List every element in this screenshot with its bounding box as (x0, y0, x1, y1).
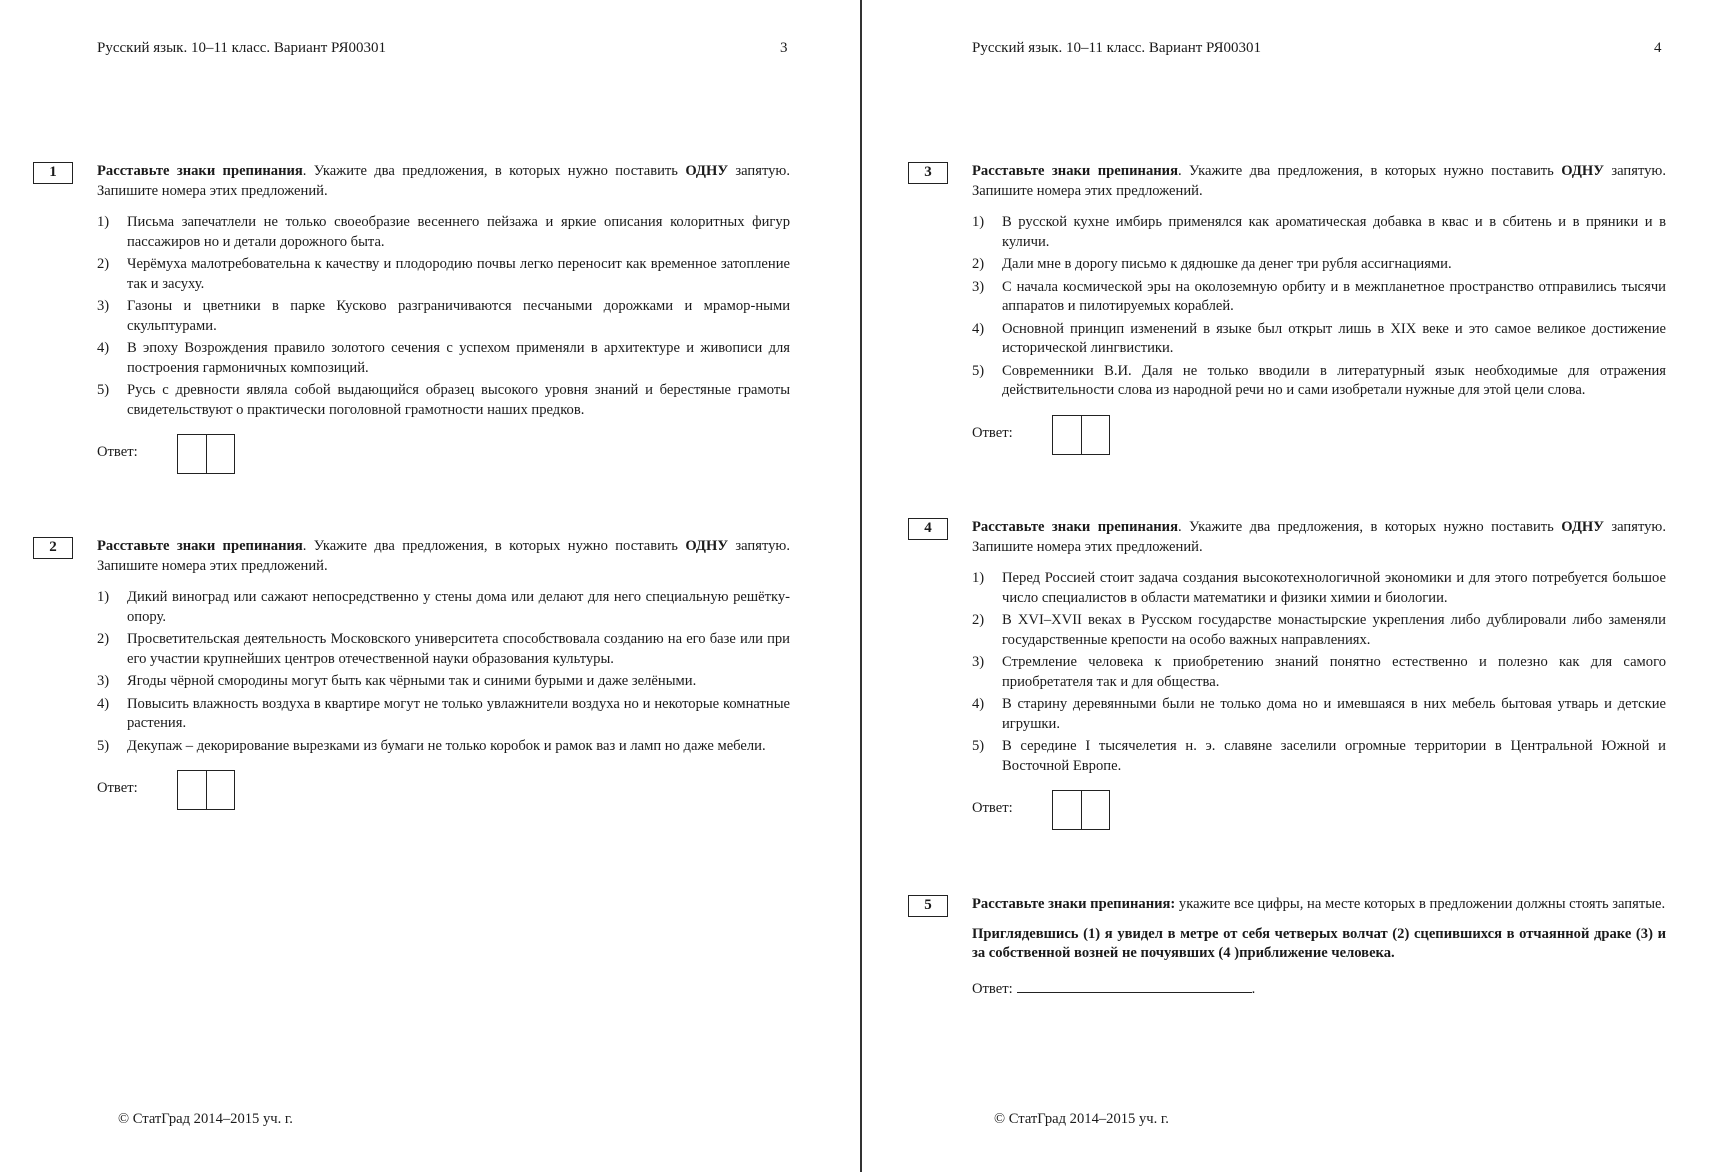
answer-boxes[interactable] (177, 434, 235, 474)
list-item: 4) Повысить влажность воздуха в квартире могут не только увлажнители воздуха но и некоторые комнатные растения. (97, 695, 790, 731)
answer-label: Ответ: (972, 424, 1013, 441)
footer-copyright: © СтатГрад 2014–2015 уч. г. (118, 1111, 293, 1127)
list-item: 1) В русской кухне имбирь применялся как ароматическая добавка в квас и в сбитень и в пряники и в куличи. (972, 214, 1666, 250)
list-item: 5) В середине I тысячелетия н. э. славяне заселили огромные территории в Центральной Южной и Восточной Европе. (972, 738, 1666, 774)
answer-cell[interactable] (1053, 416, 1082, 454)
sentence-list (97, 213, 790, 420)
page-left (0, 0, 860, 1172)
list-item: 4) В эпоху Возрождения правило золотого сечения с успехом применяли в архитектуре и живописи для построения гармоничных композиций. (97, 340, 790, 376)
answer-label: Ответ: (97, 444, 138, 460)
page-number: 3 (780, 40, 788, 56)
list-item: 4) Основной принцип изменений в языке был открыт лишь в XIX веке и это самое великое достижение исторической лингвистики. (972, 320, 1666, 356)
answer-row (97, 770, 790, 812)
list-item: 5) Современники В.И. Даля не только вводили в литературный язык необходимые для отражения действительности слова из народной речи но и сами изобретали нужные для этой цели слова. (972, 362, 1666, 398)
list-item: 4) В старину деревянными были не только дома но и имевшаяся в них мебель бытовая утварь и детские игрушки. (972, 696, 1666, 732)
list-item: 5) Декупаж – декорирование вырезками из бумаги не только коробок и рамок ваз и ламп но даже мебели. (97, 737, 766, 754)
task-number-box: 5 (908, 895, 948, 917)
answer-boxes[interactable] (1052, 790, 1110, 830)
list-item: 2) Просветительская деятельность Московского университета способствовала созданию на его базе или при его участии крупнейших центров отечественной науки образования культуры. (97, 631, 790, 667)
list-item: 1) Письма запечатлели не только своеобразие весеннего пейзажа и яркие описания колоритных фигур пассажиров но и детали дорожного быта. (97, 214, 790, 250)
task-number-box: 2 (33, 537, 73, 559)
answer-period: . (1251, 980, 1256, 997)
list-item: 1) Дикий виноград или сажают непосредственно у стены дома или делают для него специальную решётку-опору. (97, 589, 790, 625)
task-number-box: 4 (908, 518, 948, 540)
header-title: Русский язык. 10–11 класс. Вариант РЯ00301 (972, 40, 1261, 56)
list-item: 2) Черёмуха малотребовательна к качеству и плодородию почвы легко переносит как временное затопление так и засуху. (97, 256, 790, 292)
answer-cell[interactable] (207, 771, 235, 809)
task-number-box: 1 (33, 162, 73, 184)
answer-cell[interactable] (1082, 416, 1110, 454)
list-item: 3) С начала космической эры на околоземную орбиту и в межпланетное пространство отправились тысячи аппаратов и пилотируемых кораблей. (972, 278, 1666, 314)
answer-label: Ответ: (972, 800, 1013, 816)
list-item: 2) Дали мне в дорогу письмо к дядюшке да денег три рубля ассигнациями. (972, 256, 1452, 272)
task-instruction: Расставьте знаки препинания. Укажите два предложения, в которых нужно поставить ОДНУ запятую. Запишите номера этих предложений. (97, 538, 790, 574)
answer-row (972, 978, 1666, 998)
answer-input-line[interactable] (1017, 978, 1252, 993)
answer-label: Ответ: (97, 780, 138, 796)
task-sentence: Приглядевшись (1) я увидел в метре от себя четверых волчат (2) сцепившихся в отчаянной драке (3) и за собственной возней не почуявших (4 )приближение человека. (972, 925, 1666, 961)
task-instruction: Расставьте знаки препинания. Укажите два предложения, в которых нужно поставить ОДНУ запятую. Запишите номера этих предложений. (972, 519, 1666, 555)
answer-row (972, 790, 1666, 832)
sentence-list (972, 213, 1666, 401)
task-instruction: Расставьте знаки препинания: укажите все цифры, на месте которых в предложении должны стоять запятые. (972, 896, 1666, 912)
answer-label: Ответ: (972, 980, 1013, 997)
answer-boxes[interactable] (177, 770, 235, 810)
answer-cell[interactable] (1053, 791, 1082, 829)
sentence-list (97, 588, 790, 756)
list-item: 3) Стремление человека к приобретению знаний понятно естественно и полезно как для самого приобретателя так и для общества. (972, 654, 1666, 690)
answer-row (972, 415, 1666, 457)
answer-cell[interactable] (1082, 791, 1110, 829)
task-instruction: Расставьте знаки препинания. Укажите два предложения, в которых нужно поставить ОДНУ запятую. Запишите номера этих предложений. (97, 163, 790, 199)
answer-cell[interactable] (178, 771, 207, 809)
footer-copyright: © СтатГрад 2014–2015 уч. г. (994, 1111, 1169, 1127)
answer-cell[interactable] (178, 435, 207, 473)
answer-cell[interactable] (207, 435, 235, 473)
list-item: 2) В XVI–XVII веках в Русском государстве монастырские укрепления либо дублировали либо заменяли государственные крепости на особо важных направлениях. (972, 612, 1666, 648)
answer-boxes[interactable] (1052, 415, 1110, 455)
page-right (862, 0, 1722, 1172)
task-instruction: Расставьте знаки препинания. Укажите два предложения, в которых нужно поставить ОДНУ запятую. Запишите номера этих предложений. (972, 163, 1666, 199)
page-number: 4 (1654, 40, 1662, 56)
list-item: 3) Ягоды чёрной смородины могут быть как чёрными так и синими бурыми и даже зелёными. (97, 673, 697, 689)
list-item: 3) Газоны и цветники в парке Кусково разграничиваются песчаными дорожками и мрамор-ными скульптурами. (97, 298, 790, 334)
sentence-list (972, 569, 1666, 776)
list-item: 5) Русь с древности являла собой выдающийся образец высокого уровня знаний и берестяные грамоты свидетельствуют о практически поголовной грамотности наших предков. (97, 382, 790, 418)
list-item: 1) Перед Россией стоит задача создания высокотехнологичной экономики и для этого потребуется большое число специалистов в области математики и физики химии и биологии. (972, 570, 1666, 606)
task-number-box: 3 (908, 162, 948, 184)
header-title: Русский язык. 10–11 класс. Вариант РЯ00301 (97, 40, 386, 56)
answer-row (97, 434, 790, 476)
